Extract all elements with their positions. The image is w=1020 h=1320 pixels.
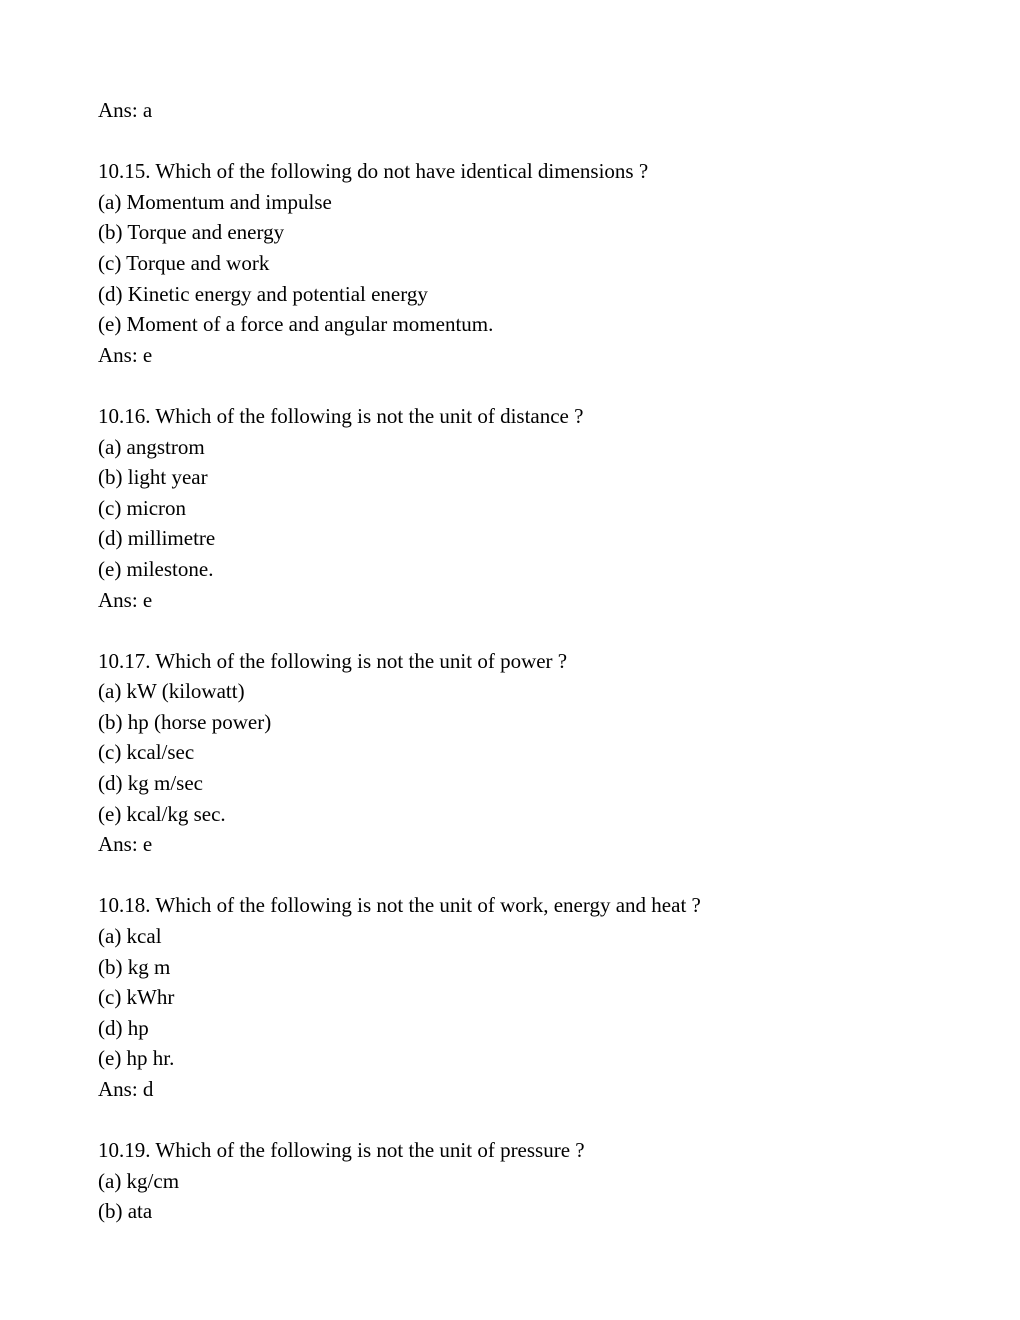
option-e: (e) Moment of a force and angular momentum. <box>98 312 494 337</box>
option-c: (c) Torque and work <box>98 250 270 275</box>
answer-line: Ans: e <box>98 342 153 367</box>
question-title: 10.19. Which of the following is not the unit of pressure ? <box>98 1138 585 1163</box>
option-a: (a) kW (kilowatt) <box>98 679 245 704</box>
question-block-10-15 <box>98 156 960 370</box>
question-title: 10.15. Which of the following do not have identical dimensions ? <box>98 159 649 184</box>
option-b: (b) light year <box>98 465 208 490</box>
question-block-10-18 <box>98 890 960 1104</box>
option-c: (c) micron <box>98 495 187 520</box>
question-block-10-19 <box>98 1135 960 1227</box>
question-title: 10.18. Which of the following is not the unit of work, energy and heat ? <box>98 893 701 918</box>
option-b: (b) Torque and energy <box>98 220 285 245</box>
option-d: (d) kg m/sec <box>98 771 203 796</box>
option-e: (e) milestone. <box>98 556 214 581</box>
option-d: (d) Kinetic energy and potential energy <box>98 281 428 306</box>
answer-line: Ans: e <box>98 832 153 857</box>
question-block-10-16 <box>98 401 960 615</box>
option-b: (b) kg m <box>98 954 171 979</box>
option-d: (d) hp <box>98 1015 149 1040</box>
question-block-10-17 <box>98 646 960 860</box>
option-c: (c) kcal/sec <box>98 740 195 765</box>
option-b: (b) ata <box>98 1199 153 1224</box>
question-title: 10.17. Which of the following is not the unit of power ? <box>98 648 568 673</box>
option-a: (a) Momentum and impulse <box>98 189 332 214</box>
option-e: (e) hp hr. <box>98 1046 175 1071</box>
option-b: (b) hp (horse power) <box>98 709 272 734</box>
option-d: (d) millimetre <box>98 526 216 551</box>
answer-line: Ans: e <box>98 587 153 612</box>
option-c: (c) kWhr <box>98 985 175 1010</box>
option-a: (a) angstrom <box>98 434 205 459</box>
option-e: (e) kcal/kg sec. <box>98 801 226 826</box>
answer-line: Ans: d <box>98 1077 154 1101</box>
option-a: (a) kcal <box>98 924 162 949</box>
question-title: 10.16. Which of the following is not the unit of distance ? <box>98 403 584 428</box>
answer-line-previous-question: Ans: a <box>98 98 153 122</box>
option-a: (a) kg/cm <box>98 1168 180 1193</box>
